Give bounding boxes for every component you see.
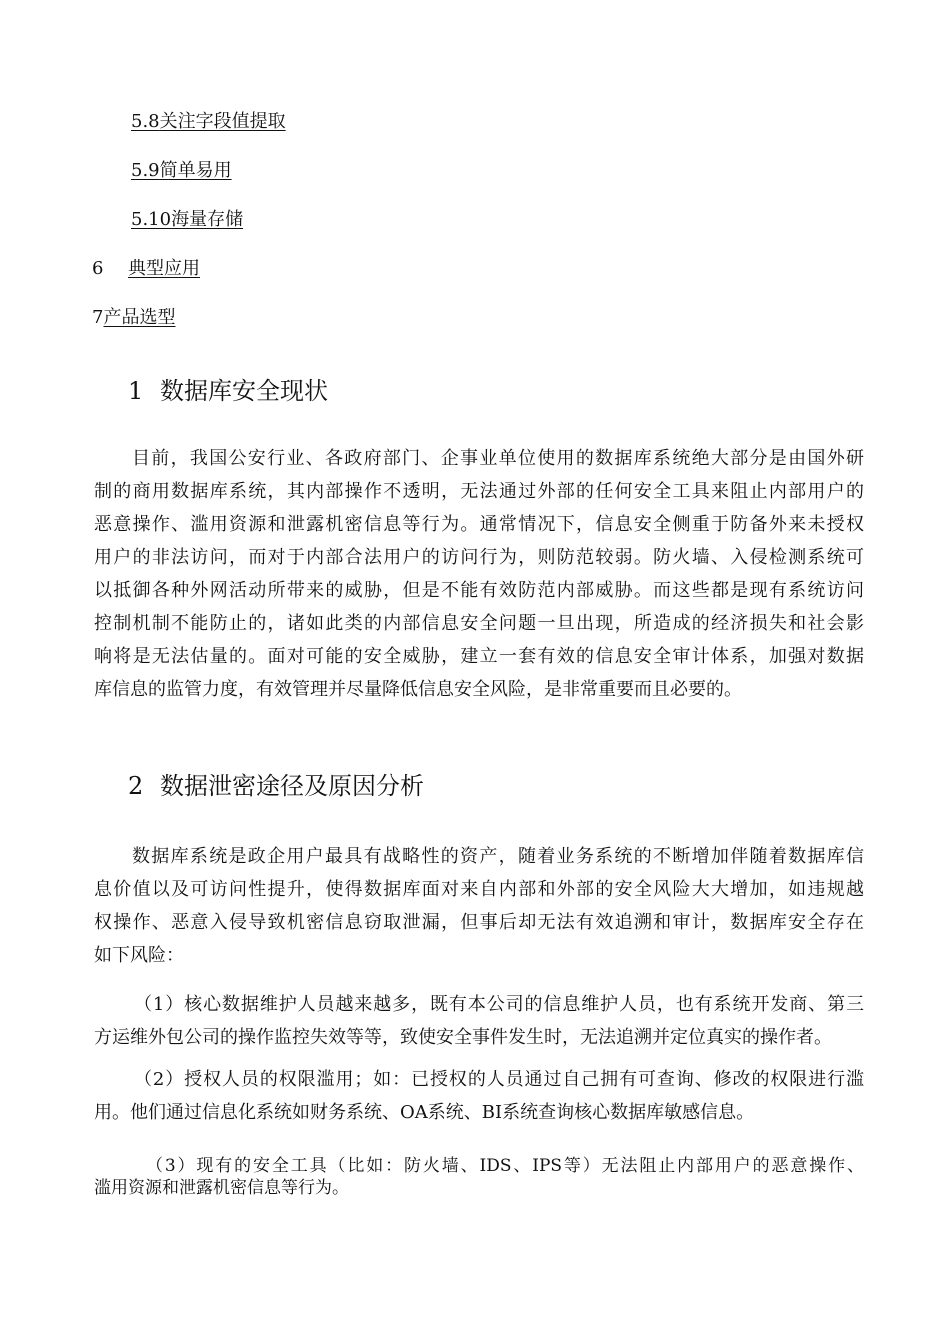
toc-number: 5.9 <box>131 160 160 181</box>
section-title: 数据泄密途径及原因分析 <box>160 772 424 800</box>
toc-label: 典型应用 <box>128 258 200 279</box>
toc-entry-7[interactable] <box>92 307 175 329</box>
paragraph-line: 以抵御各种外网活动所带来的威胁，但是不能有效防范内部威胁。而这些都是现有系统访问 <box>94 580 864 601</box>
toc-entry-5-8[interactable] <box>131 111 286 133</box>
risk-item-2 <box>94 1063 864 1129</box>
section-number: 1 <box>128 377 144 405</box>
paragraph-line: 如下风险： <box>94 945 184 966</box>
toc-label: 关注字段值提取 <box>159 111 286 132</box>
section-number: 2 <box>128 772 144 800</box>
paragraph-line: 息价值以及可访问性提升，使得数据库面对来自内部和外部的安全风险大大增加，如违规越 <box>94 879 864 900</box>
section-1-heading <box>128 376 328 406</box>
paragraph-line: （2）授权人员的权限滥用；如：已授权的人员通过自己拥有可查询、修改的权限进行滥 <box>134 1069 864 1090</box>
toc-label: 产品选型 <box>103 307 176 328</box>
paragraph-line: 用。他们通过信息化系统如财务系统、OA系统、BI系统查询核心数据库敏感信息。 <box>94 1102 755 1123</box>
paragraph-line: 库信息的监管力度，有效管理并尽量降低信息安全风险，是非常重要而且必要的。 <box>94 679 742 700</box>
paragraph-line: 用户的非法访问，而对于内部合法用户的访问行为，则防范较弱。防火墙、入侵检测系统可 <box>94 547 864 568</box>
paragraph-line: 制的商用数据库系统，其内部操作不透明，无法通过外部的任何安全工具来阻止内部用户的 <box>94 481 864 502</box>
toc-label: 简单易用 <box>159 160 232 181</box>
toc-number: 7 <box>92 307 104 328</box>
toc-entry-5-9[interactable] <box>131 160 232 182</box>
paragraph-line: 滥用资源和泄露机密信息等行为。 <box>94 1178 349 1198</box>
toc-number: 5.8 <box>131 111 160 132</box>
toc-entry-6[interactable] <box>92 258 200 280</box>
section-title: 数据库安全现状 <box>160 377 328 405</box>
toc-entry-5-10[interactable] <box>131 209 243 231</box>
paragraph-line: （1）核心数据维护人员越来越多，既有本公司的信息维护人员，也有系统开发商、第三 <box>134 994 864 1015</box>
paragraph-line: 控制机制不能防止的，诸如此类的内部信息安全问题一旦出现，所造成的经济损失和社会影 <box>94 613 864 634</box>
paragraph-line: 数据库系统是政企用户最具有战略性的资产，随着业务系统的不断增加伴随着数据库信 <box>132 846 864 867</box>
paragraph-line: 响将是无法估量的。面对可能的安全威胁，建立一套有效的信息安全审计体系，加强对数据 <box>94 646 864 667</box>
toc-number: 5.10 <box>131 209 172 230</box>
toc-number: 6 <box>92 258 104 279</box>
section-2-heading <box>128 771 424 801</box>
paragraph-line: 权操作、恶意入侵导致机密信息窃取泄漏，但事后却无法有效追溯和审计，数据库安全存在 <box>94 912 864 933</box>
paragraph-line: （3）现有的安全工具（比如：防火墙、IDS、IPS等）无法阻止内部用户的恶意操作、 <box>146 1156 864 1176</box>
risk-item-3 <box>94 1155 864 1199</box>
toc-label: 海量存储 <box>171 209 244 230</box>
section-1-paragraph <box>94 442 864 706</box>
risk-item-1 <box>94 988 864 1054</box>
paragraph-line: 方运维外包公司的操作监控失效等等，致使安全事件发生时，无法追溯并定位真实的操作者。 <box>94 1027 832 1048</box>
paragraph-line: 恶意操作、滥用资源和泄露机密信息等行为。通常情况下，信息安全侧重于防备外来未授权 <box>94 514 864 535</box>
section-2-intro-paragraph <box>94 840 864 972</box>
paragraph-line: 目前，我国公安行业、各政府部门、企事业单位使用的数据库系统绝大部分是由国外研 <box>132 448 864 469</box>
